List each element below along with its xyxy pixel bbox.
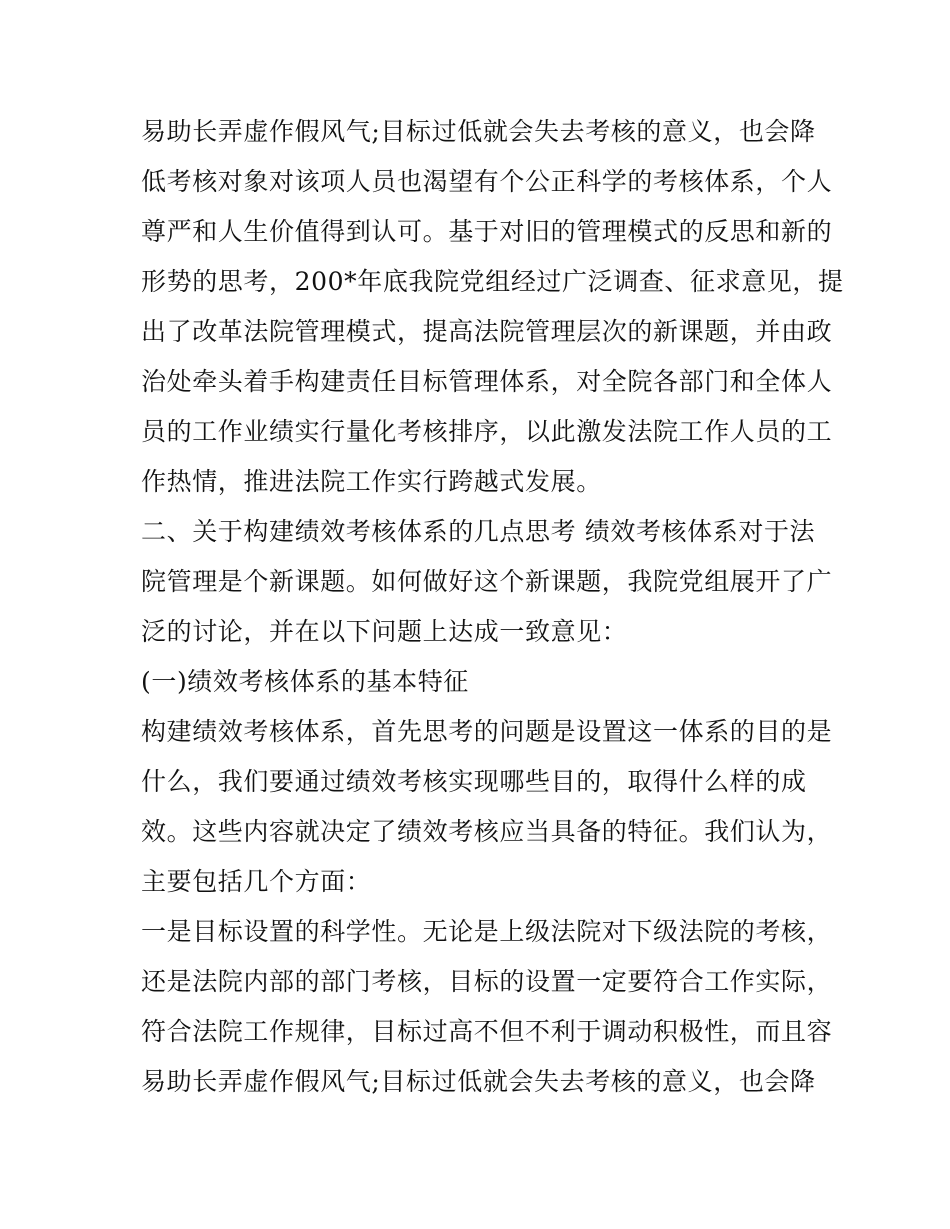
body-text bbox=[141, 107, 844, 1107]
text-line: 构建绩效考核体系，首先思考的问题是设置这一体系的目的是 bbox=[141, 717, 833, 746]
subsection-heading: (一)绩效考核体系的基本特征 bbox=[141, 667, 469, 696]
text-line: 效。这些内容就决定了绩效考核应当具备的特征。我们认为， bbox=[141, 817, 833, 846]
text-line: 院管理是个新课题。如何做好这个新课题，我院党组展开了广 bbox=[141, 567, 833, 596]
text-line: 尊严和人生价值得到认可。基于对旧的管理模式的反思和新的 bbox=[141, 217, 833, 246]
text-line: 治处牵头着手构建责任目标管理体系，对全院各部门和全体人 bbox=[141, 367, 833, 396]
text-line: 易助长弄虚作假风气;目标过低就会失去考核的意义，也会降 bbox=[141, 117, 816, 146]
text-line: 泛的讨论，并在以下问题上达成一致意见： bbox=[141, 617, 628, 646]
text-line: 形势的思考，200*年底我院党组经过广泛调查、征求意见，提 bbox=[141, 267, 844, 296]
text-line: 低考核对象对该项人员也渴望有个公正科学的考核体系，个人 bbox=[141, 167, 833, 196]
text-line: 什么，我们要通过绩效考核实现哪些目的，取得什么样的成 bbox=[141, 767, 807, 796]
text-line: 易助长弄虚作假风气;目标过低就会失去考核的意义，也会降 bbox=[141, 1067, 816, 1096]
text-line: 还是法院内部的部门考核，目标的设置一定要符合工作实际， bbox=[141, 967, 833, 996]
text-line: 符合法院工作规律，目标过高不但不利于调动积极性，而且容 bbox=[141, 1017, 833, 1046]
text-line: 主要包括几个方面： bbox=[141, 867, 372, 896]
text-line: 作热情，推进法院工作实行跨越式发展。 bbox=[141, 467, 602, 496]
text-line: 一是目标设置的科学性。无论是上级法院对下级法院的考核， bbox=[141, 917, 833, 946]
section-heading-line: 二、关于构建绩效考核体系的几点思考 绩效考核体系对于法 bbox=[141, 517, 816, 546]
text-line: 出了改革法院管理模式，提高法院管理层次的新课题，并由政 bbox=[141, 317, 833, 346]
text-line: 员的工作业绩实行量化考核排序，以此激发法院工作人员的工 bbox=[141, 417, 833, 446]
